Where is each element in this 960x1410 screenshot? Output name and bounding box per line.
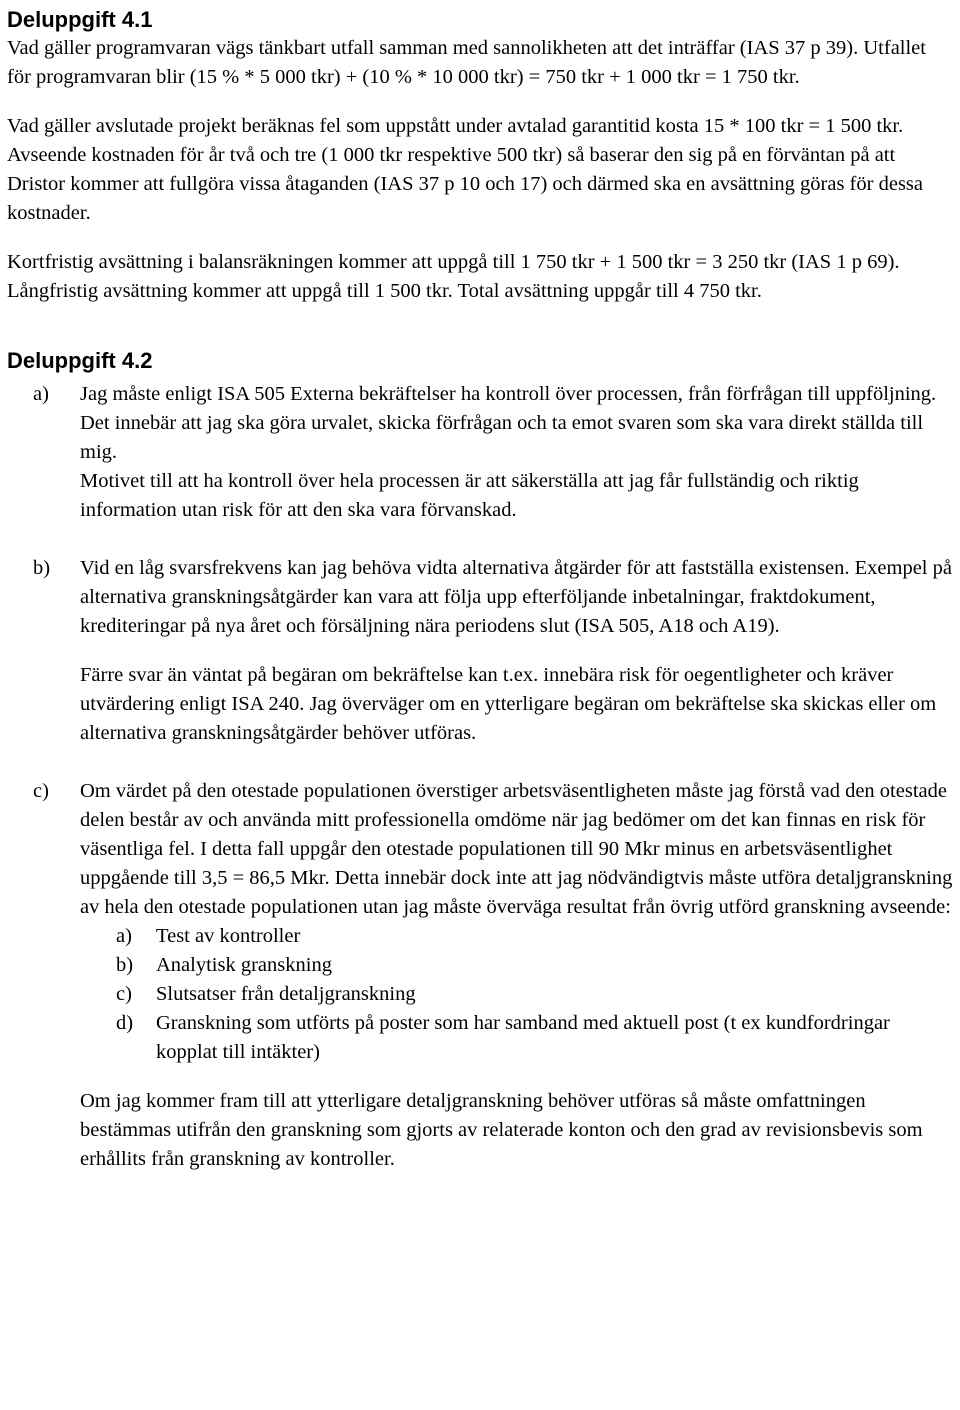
paragraph-avslutade-projekt: Vad gäller avslutade projekt beräknas fel som uppstått under avtalad garantitid kosta 15 * 100 tkr = 1 500 tkr. Avseende kostnaden för år två och tre (1 000 tkr respektive 500 tkr) så baserar den sig på en förväntan på att Dristor kommer att fullgöra vissa åtaganden (IAS 37 p 10 och 17) och därmed ska en avsättning göras för dessa kostnader. xyxy=(7,115,923,224)
list-marker: b) xyxy=(33,557,51,579)
list-marker: c) xyxy=(33,780,49,802)
list-marker: a) xyxy=(33,383,49,405)
list-item-b xyxy=(7,554,953,748)
sub-list-item xyxy=(80,922,953,951)
sub-list-item xyxy=(80,1009,953,1067)
item-b-text-1: Vid en låg svarsfrekvens kan jag behöva vidta alternativa åtgärder för att fastställa existensen. Exempel på alternativa granskningsåtgärder kan vara att följa upp efterföljande inbetalningar, fraktdokument, krediteringar på nya året och försäljning nära periodens slut (ISA 505, A18 och A19). xyxy=(80,557,952,637)
section-heading-4-1: Deluppgift 4.1 xyxy=(7,7,153,32)
item-c-text-1: Om värdet på den otestade populationen överstiger arbetsväsentligheten måste jag förstå vad den otestade delen består av och använda mitt professionella omdöme när jag bedömer om det kan finnas en risk för väsentliga fel. I detta fall uppgår den otestade populationen till 90 Mkr minus en arbetsväsentlighet uppgående till 3,5 = 86,5 Mkr. Detta innebär dock inte att jag nödvändigtvis måste utföra detaljgranskning av hela den otestade populationen utan jag måste överväga resultat från övrig utförd granskning avseende: xyxy=(80,780,953,918)
list-item-c xyxy=(7,777,953,1174)
sub-list-marker: a) xyxy=(116,925,132,947)
list-item-body xyxy=(80,777,953,1174)
sub-list-item xyxy=(80,951,953,980)
sub-list xyxy=(80,922,953,1067)
document xyxy=(7,0,953,1174)
sub-list-item xyxy=(80,980,953,1009)
item-a-text-1: Jag måste enligt ISA 505 Externa bekräftelser ha kontroll över processen, från förfrågan till uppföljning. Det innebär att jag ska göra urvalet, skicka förfrågan och ta emot svaren som ska vara direkt ställda till mig. xyxy=(80,383,937,463)
paragraph-programvaran: Vad gäller programvaran vägs tänkbart utfall samman med sannolikheten att det inträffar (IAS 37 p 39). Utfallet för programvaran blir (15 % * 5 000 tkr) + (10 % * 10 000 tkr) = 750 tkr + 1 000 tkr = 1 750 tkr. xyxy=(7,37,926,88)
item-b-text-2: Färre svar än väntat på begäran om bekräftelse kan t.ex. innebära risk för oegentligheter och kräver utvärdering enligt ISA 240. Jag överväger om en ytterligare begäran om bekräftelse ska skickas eller om alternativa granskningsåtgärder behöver utföras. xyxy=(80,664,937,744)
section-heading-4-2: Deluppgift 4.2 xyxy=(7,348,153,373)
list-item-body xyxy=(80,554,953,748)
sub-list-text: Test av kontroller xyxy=(156,925,301,947)
sub-list-text: Slutsatser från detaljgranskning xyxy=(156,983,416,1005)
sub-list-marker: c) xyxy=(116,983,132,1005)
item-c-text-2: Om jag kommer fram till att ytterligare detaljgranskning behöver utföras så måste omfattningen bestämmas utifrån den granskning som gjorts av relaterade konton och den grad av revisionsbevis som erhållits från granskning av kontroller. xyxy=(80,1090,923,1170)
list-item-body xyxy=(80,380,953,525)
sub-list-text: Granskning som utförts på poster som har samband med aktuell post (t ex kundfordringar kopplat till intäkter) xyxy=(156,1012,890,1063)
sub-list-text: Analytisk granskning xyxy=(156,954,332,976)
sub-list-marker: d) xyxy=(116,1012,134,1034)
sub-list-marker: b) xyxy=(116,954,134,976)
paragraph-avsattning-summary: Kortfristig avsättning i balansräkningen kommer att uppgå till 1 750 tkr + 1 500 tkr = 3 250 tkr (IAS 1 p 69). Långfristig avsättning kommer att uppgå till 1 500 tkr. Total avsättning uppgår till 4 750 tkr. xyxy=(7,251,900,302)
item-a-text-2: Motivet till att ha kontroll över hela processen är att säkerställa att jag får fullständig och riktig information utan risk för att den ska vara förvanskad. xyxy=(80,470,859,521)
list-item-a xyxy=(7,380,953,525)
